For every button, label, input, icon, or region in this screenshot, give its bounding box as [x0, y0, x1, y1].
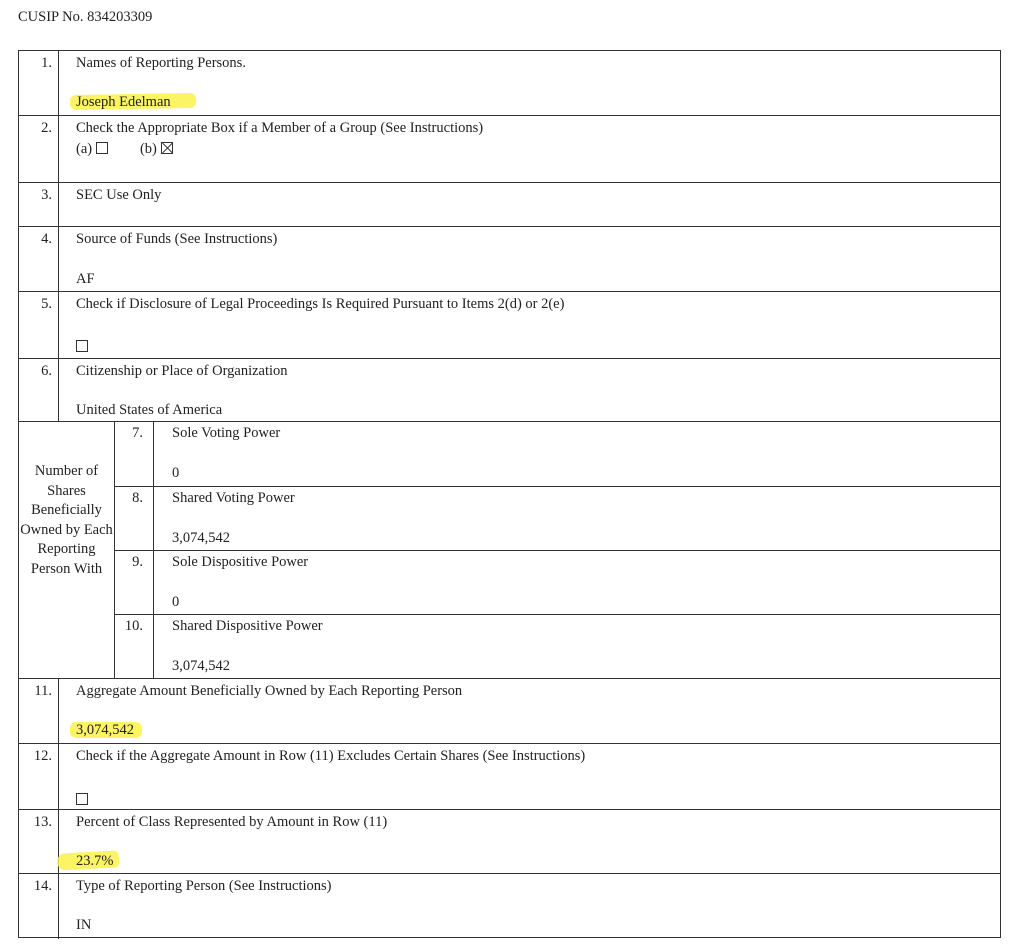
reporting-person-name: Joseph Edelman: [76, 94, 171, 110]
citizenship-value: United States of America: [76, 402, 223, 418]
row-label: Percent of Class Represented by Amount in Row (11): [76, 814, 388, 830]
shared-voting-power-value: 3,074,542: [172, 530, 230, 546]
shares-beneficially-owned-label: Number of Shares Beneficially Owned by Each Reporting Person With: [19, 422, 115, 678]
row-number: 12.: [19, 744, 59, 809]
row-aggregate-amount: [19, 679, 1000, 744]
row-excludes-certain-shares: [19, 744, 1000, 810]
row-shared-voting-power: [115, 487, 1000, 551]
row-number: 8.: [115, 487, 154, 550]
row-label: Aggregate Amount Beneficially Owned by Each Reporting Person: [76, 683, 463, 699]
row-label: SEC Use Only: [76, 187, 162, 203]
shared-dispositive-power-value: 3,074,542: [172, 658, 230, 674]
row-number: 10.: [115, 615, 154, 679]
row-sole-dispositive-power: [115, 551, 1000, 615]
cusip-number: CUSIP No. 834203309: [18, 9, 153, 25]
row-number: 7.: [115, 422, 154, 486]
group-checkboxes: [76, 140, 994, 158]
row-percent-of-class: [19, 810, 1000, 874]
row-label: Check the Appropriate Box if a Member of a Group (See Instructions): [76, 120, 484, 136]
excludes-shares-checkbox[interactable]: [76, 793, 88, 805]
row-label: Names of Reporting Persons.: [76, 55, 246, 71]
row-legal-proceedings: [19, 292, 1000, 359]
shares-owned-block: [19, 422, 1000, 679]
row-number: 14.: [19, 874, 59, 939]
row-label: Sole Voting Power: [172, 425, 281, 441]
cover-page-table: [18, 50, 1001, 938]
checkbox-b[interactable]: [161, 142, 173, 154]
option-b-label: (b): [139, 141, 157, 157]
row-label: Type of Reporting Person (See Instructions): [76, 878, 332, 894]
row-citizenship: [19, 359, 1000, 422]
checkbox-a[interactable]: [96, 142, 108, 154]
percent-of-class-value: 23.7%: [76, 853, 114, 869]
row-number: 4.: [19, 227, 59, 291]
type-of-reporting-person-value: IN: [76, 917, 92, 933]
row-shared-dispositive-power: [115, 615, 1000, 679]
row-sec-use-only: [19, 183, 1000, 227]
row-names-of-reporting-persons: [19, 51, 1000, 116]
row-label: Check if Disclosure of Legal Proceedings Is Required Pursuant to Items 2(d) or 2(e): [76, 296, 565, 312]
row-number: 11.: [19, 679, 59, 743]
source-of-funds-value: AF: [76, 271, 95, 287]
row-source-of-funds: [19, 227, 1000, 292]
row-number: 5.: [19, 292, 59, 358]
row-label: Sole Dispositive Power: [172, 554, 309, 570]
row-number: 3.: [19, 183, 59, 226]
row-number: 2.: [19, 116, 59, 182]
row-sole-voting-power: [115, 422, 1000, 487]
legal-proceedings-checkbox[interactable]: [76, 340, 88, 352]
row-type-of-reporting-person: [19, 874, 1000, 939]
row-number: 9.: [115, 551, 154, 614]
row-label: Source of Funds (See Instructions): [76, 231, 278, 247]
row-label: Shared Dispositive Power: [172, 618, 323, 634]
row-label: Check if the Aggregate Amount in Row (11) Excludes Certain Shares (See Instructions): [76, 748, 586, 764]
sole-voting-power-value: 0: [172, 465, 180, 481]
aggregate-amount-value: 3,074,542: [76, 722, 134, 738]
row-number: 13.: [19, 810, 59, 873]
row-label: Shared Voting Power: [172, 490, 295, 506]
row-group-membership: [19, 116, 1000, 183]
row-number: 1.: [19, 51, 59, 115]
row-label: Citizenship or Place of Organization: [76, 363, 288, 379]
row-number: 6.: [19, 359, 59, 421]
option-a-label: (a): [76, 141, 93, 157]
sole-dispositive-power-value: 0: [172, 594, 180, 610]
